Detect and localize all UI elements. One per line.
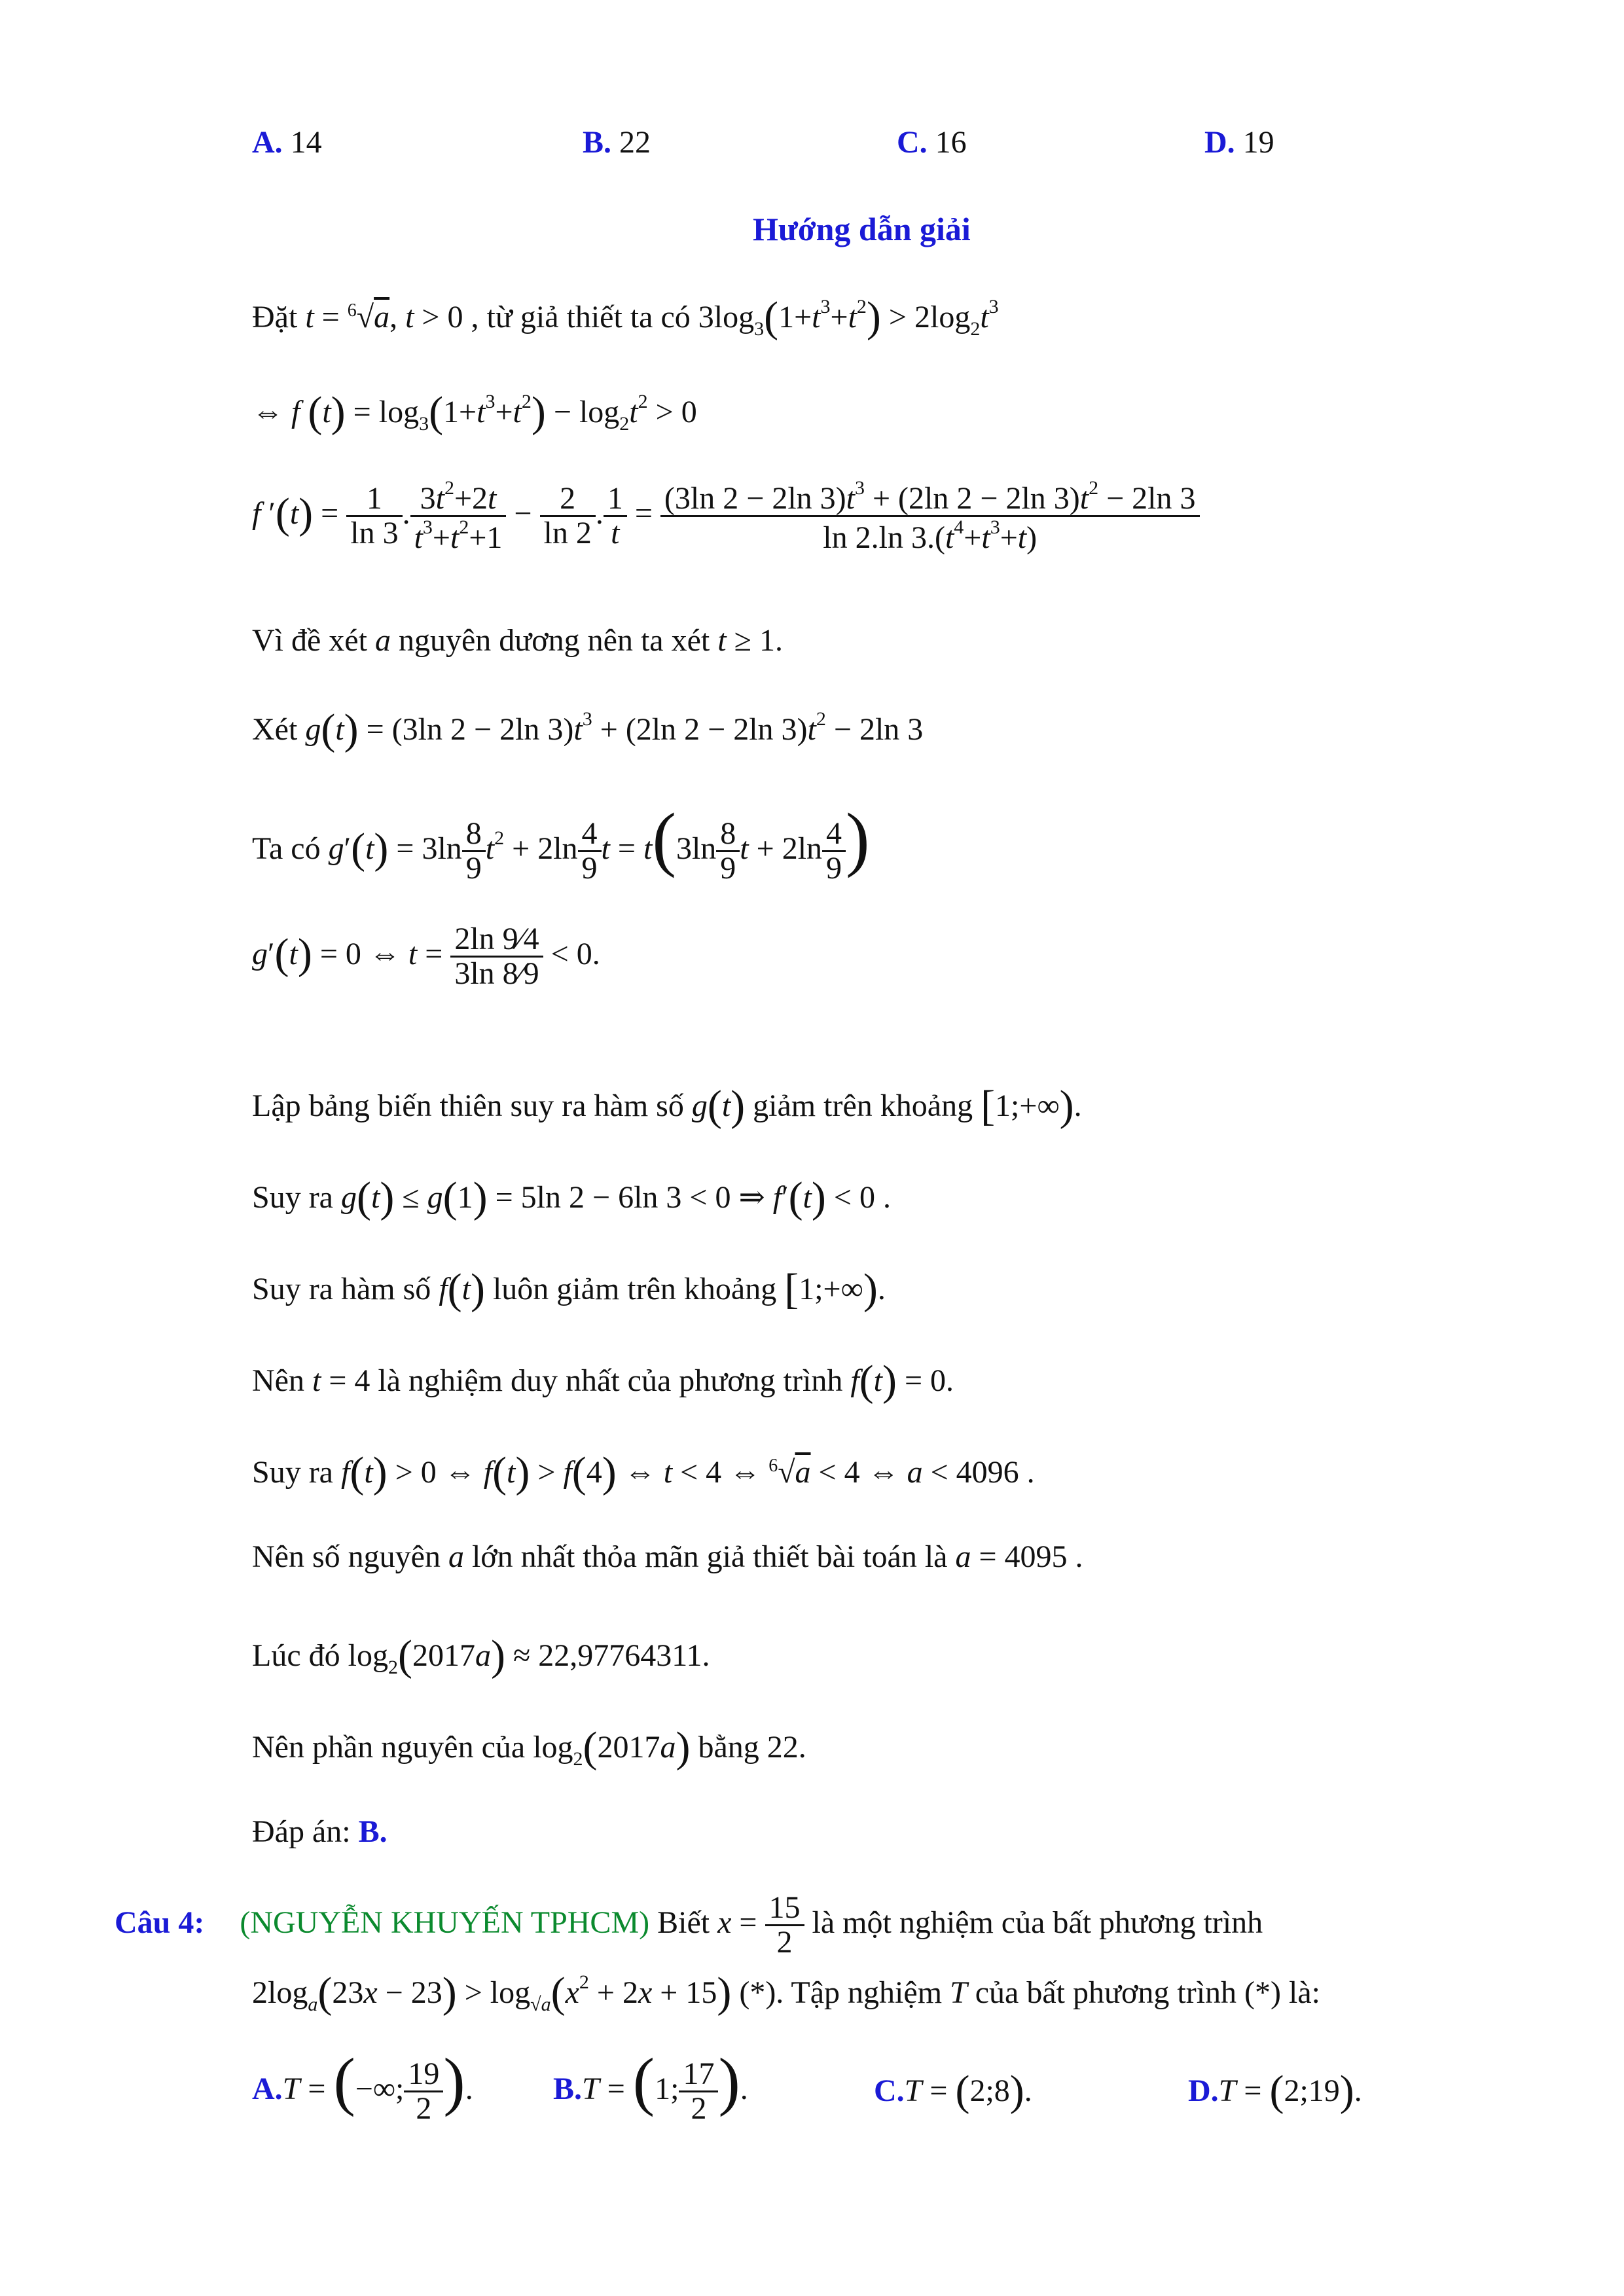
question-4-label: Câu 4: (115, 1905, 205, 1940)
answer-value: B. (358, 1814, 388, 1849)
question-4-line-1: Câu 4: (NGUYỄN KHUYẾN TPHCM) Biết x = $\frac{15}{2}$ là một nghiệm của bất phương trình (115, 1890, 1263, 1960)
solution-line-5: Xét g(t) = (3ln 2 − 2ln $3)t^3 + (2\ln$ 2 − 2ln $3)t^2 - 2\ln$ 3 (252, 706, 924, 753)
option-d-top: D. 19 (1204, 125, 1274, 160)
solution-line-8: Lập bảng biến thiên suy ra hàm số g(t) giảm trên khoảng [1;+∞). (252, 1082, 1082, 1130)
solution-line-13: Nên số nguyên a lớn nhất thỏa mãn giả thiết bài toán là a = 4095 . (252, 1539, 1083, 1574)
solution-line-7: g′(t) = 0 ⇔ t = $\frac{2\ln 9⁄4}{3\ln 8⁄9}$ < 0. (252, 922, 600, 992)
answer-line: Đáp án: B. (252, 1814, 388, 1849)
solution-line-10: Suy ra hàm số f(t) luôn giảm trên khoảng [1;+∞). (252, 1265, 886, 1313)
question-4-source: (NGUYỄN KHUYẾN TPHCM) (240, 1905, 650, 1940)
option-c-top: C. 16 (897, 125, 967, 160)
solution-line-15: Nên phần nguyên của $\log_2(2017a)$ bằng 22. (252, 1723, 806, 1771)
option-b-top: B. 22 (583, 125, 651, 160)
solution-line-2: ⇔ f $(t) = \log_3(1+t^3+t^2) - \log_2t^2 > 0$ (252, 388, 697, 436)
solution-line-9: Suy ra g(t) ≤ g(1) = 5ln 2 − 6ln 3 < 0 ⇒ f′(t) < 0 . (252, 1174, 891, 1221)
question-4-option-a: A.T = (−∞; $\frac{19}{2}$ ). (252, 2045, 473, 2126)
solution-line-1: Đặt t = $^6$√a, t > 0 , từ giả thiết ta có $3\log_3(1+t^3+t^2) > 2\log_2t^3$ (252, 293, 999, 341)
solution-line-3-derivative: f ′(t) = $\frac{1}{\ln 3}$ . $\frac{3t^2+2t}{t^3+t^2+1}$ − $\frac{2}{\ln 2}$ . $\frac{1}{t}$ = $\frac{(3\ln 2 - 2\ln 3)t^3 + (2\ln 2 - 2\ln 3)t^2 - 2\ln 3}{\ln 2.\ln 3.(t^4+t^3+t)}$ (252, 478, 1200, 555)
question-4-option-d: D.T = (2;19). (1188, 2067, 1362, 2115)
question-4-line-2: $2\log_a(23x - 23) > \log_{√a}(x^2 + 2x + 15)$ (*). Tập nghiệm T của bất phương trình (*) là: (252, 1969, 1320, 2017)
option-a-top: A. 14 (252, 125, 322, 160)
solution-line-12: Suy ra f(t) > 0 ⇔ f(t) > f(4) ⇔ t < 4 ⇔ $^6$√a < 4 ⇔ a < 4096 . (252, 1448, 1035, 1496)
solution-line-6: Ta có g′(t) = 3ln $\frac{8}{9}$ $t^2 + 2\ln$ $\frac{4}{9}$ t = t(3ln $\frac{8}{9}$ t + 2ln $\frac{4}{9}$ ) (252, 798, 870, 886)
solution-line-14: Lúc đó $\log_2(2017a) \approx 22,97764311$. (252, 1632, 710, 1679)
solution-heading: Hướng dẫn giải (753, 211, 971, 247)
question-4-option-c: C.T = (2;8). (874, 2067, 1032, 2115)
question-4-option-b: B.T = (1; $\frac{17}{2}$ ). (553, 2045, 748, 2126)
solution-line-4: Vì đề xét a nguyên dương nên ta xét t ≥ 1. (252, 623, 783, 658)
solution-line-11: Nên t = 4 là nghiệm duy nhất của phương trình f(t) = 0. (252, 1357, 954, 1405)
